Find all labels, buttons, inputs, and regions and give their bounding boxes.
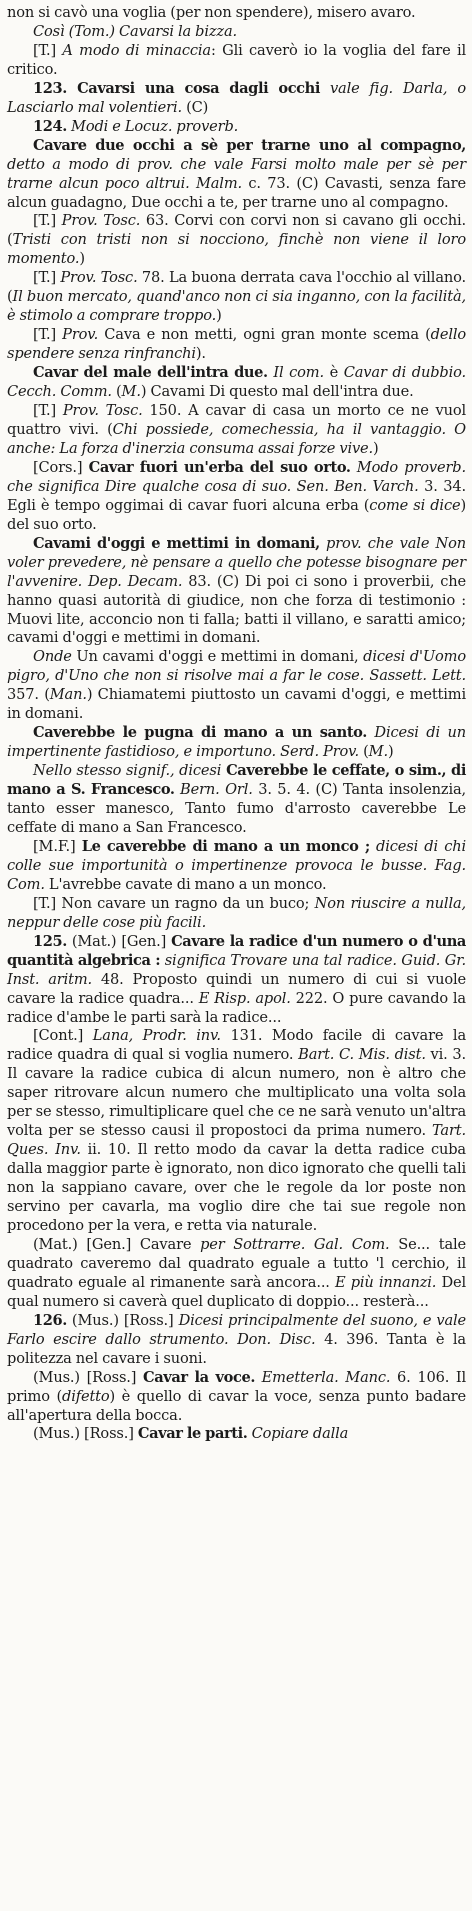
dictionary-paragraph xyxy=(7,933,466,1028)
dictionary-paragraph xyxy=(7,118,466,137)
italic-gloss: Lana, Prodr. inv. xyxy=(92,1027,221,1045)
body-text: ) xyxy=(216,307,222,325)
italic-gloss: Tart. Ques. Inv. xyxy=(7,1122,466,1159)
body-text: (Mat.) [Gen.] Cavare xyxy=(33,1235,201,1253)
italic-gloss: A modo di minaccia xyxy=(62,41,211,59)
body-text: 150. A cavar di casa un morto ce ne vuol quattro vivi. ( xyxy=(7,402,467,438)
dictionary-text-column xyxy=(7,4,466,1444)
body-text: ) xyxy=(79,250,85,268)
italic-gloss: Il com. xyxy=(267,364,324,382)
body-text: Se... tale quadrato caveremo dal quadrato eguale a tutto 'l cerchio, il quadrato eguale al rimanente sarà ancora... xyxy=(7,1235,467,1291)
body-text: non si cavò una voglia (per non spendere), misero avaro. xyxy=(7,4,416,21)
dictionary-paragraph xyxy=(7,4,466,23)
body-text: ) Cavami Di questo mal dell'intra due. xyxy=(140,383,414,401)
body-text: ) è quello di cavar la voce, senza punto badare all'apertura della bocca. xyxy=(7,1387,466,1424)
italic-gloss: Non riuscire a nulla, neppur delle cose più facili. xyxy=(7,894,466,931)
italic-gloss: Così (Tom.) Cavarsi la bizza. xyxy=(33,22,238,40)
body-text: ) Chiamatemi piuttosto un cavami d'oggi, e mettimi in domani. xyxy=(7,686,466,723)
headword-phrase: Cavare due occhi a sè per trarne uno al compagno, xyxy=(33,136,466,154)
italic-gloss: Nello stesso signif., dicesi xyxy=(33,762,222,780)
dictionary-paragraph xyxy=(7,895,466,933)
body-text: vi. 3. Il cavare la radice cubica di alcun numero, non è altro che saper ritrovare alcun numero che multiplicato una volta sola per se stesso, rimultiplicare quel che ce ne sarà venuto un'altra volta per se stesso causi il propostoci da prima numero. xyxy=(7,1046,466,1140)
italic-gloss: Prov. xyxy=(62,326,99,344)
italic-gloss: dello spendere senza rinfranchi xyxy=(7,326,466,363)
italic-gloss: Prov. Tosc. xyxy=(62,402,143,420)
italic-gloss: dicesi di chi colle sue importunità o impertinenze provoca le busse. Fag. Com. xyxy=(7,837,466,893)
body-text: [Cors.] xyxy=(33,458,89,476)
italic-gloss: difetto xyxy=(62,1387,110,1405)
italic-gloss: Dicesi di un impertinente fastidioso, e importuno. Serd. Prov. xyxy=(7,724,466,761)
dictionary-paragraph xyxy=(7,838,466,895)
headword-phrase: 124. xyxy=(33,117,67,135)
headword-phrase: Caverebbe le pugna di mano a un santo. xyxy=(33,724,367,742)
body-text: c. 73. (C) Cavasti, senza fare alcun guadagno, Due occhi a te, per trarne uno al compagno. xyxy=(7,174,466,211)
dictionary-paragraph xyxy=(7,459,466,535)
body-text: [T.] xyxy=(33,326,63,344)
body-text: L'avrebbe cavate di mano a un monco. xyxy=(44,875,327,893)
dictionary-paragraph xyxy=(7,137,466,213)
dictionary-paragraph xyxy=(7,269,466,326)
body-text: Del qual numero si caverà quel duplicato di doppio... resterà... xyxy=(7,1273,467,1310)
body-text: (Mat.) [Gen.] xyxy=(66,932,172,950)
body-text: : Gli caverò io la voglia del fare il critico. xyxy=(7,41,467,78)
dictionary-paragraph xyxy=(7,42,466,80)
body-text: Cava e non metti, ogni gran monte scema ( xyxy=(98,326,431,344)
body-text: (Mus.) [Ross.] xyxy=(33,1368,143,1386)
body-text: 6. 106. Il primo ( xyxy=(7,1368,466,1405)
dictionary-paragraph xyxy=(7,1236,466,1312)
body-text: ii. 10. Il retto modo da cavar la detta radice cuba dalla maggior parte è ignorato, non dico ignorato che quelli tali non la sappiano cavare, over che le regole da lor poste non servino per cavarla, ma voglio dire che tai sue regole non procedono per la vera, e retta via naturale. xyxy=(7,1141,466,1234)
body-text: ). xyxy=(195,345,206,363)
italic-gloss: come si dice xyxy=(369,496,461,514)
body-text: Un cavami d'oggi e mettimi in domani, xyxy=(71,648,364,666)
italic-gloss: M. xyxy=(121,383,141,401)
italic-gloss: Copiare dalla xyxy=(247,1425,349,1443)
headword-phrase: Cavar la voce. xyxy=(142,1368,256,1386)
headword-phrase: Cavar le parti. xyxy=(137,1425,248,1443)
body-text: 63. Corvi con corvi non si cavano gli occhi. ( xyxy=(7,212,467,249)
dictionary-paragraph xyxy=(7,1425,466,1444)
body-text: 222. O pure cavando la radice d'ambe le parti sarà la radice... xyxy=(7,989,466,1026)
italic-gloss: Prov. Tosc. xyxy=(60,269,138,287)
dictionary-paragraph xyxy=(7,535,466,649)
headword-phrase: Le caverebbe di mano a un monco ; xyxy=(81,837,370,855)
dictionary-paragraph xyxy=(7,364,466,402)
italic-gloss: Cavar di dubbio. Cecch. Comm. xyxy=(7,364,466,401)
headword-phrase: Cavar fuori un'erba del suo orto. xyxy=(88,458,351,476)
italic-gloss: Tristi con tristi non si nocciono, finchè non viene il loro momento. xyxy=(7,231,466,268)
italic-gloss: Chi possiede, comechessia, ha il vantaggio. O anche: La forza d'inerzia consuma assai forze vive. xyxy=(7,420,466,457)
italic-gloss: significa Trovare una tal radice. Guid. Gr. Inst. aritm. xyxy=(7,951,466,988)
body-text: [T.] xyxy=(33,269,61,287)
body-text: ( xyxy=(111,383,122,401)
dictionary-paragraph xyxy=(7,23,466,42)
italic-gloss: Il buon mercato, quand'anco non ci sia inganno, con la facilità, è stimolo a comprare troppo. xyxy=(7,288,466,325)
body-text: [T.] Non cavare un ragno da un buco; xyxy=(33,894,315,912)
dictionary-paragraph xyxy=(7,762,466,838)
body-text: è xyxy=(323,364,344,382)
headword-phrase: 123. Cavarsi una cosa dagli occhi xyxy=(33,79,321,97)
body-text: [T.] xyxy=(33,41,63,59)
italic-gloss: Modi e Locuz. proverb. xyxy=(66,117,239,135)
dictionary-paragraph xyxy=(7,80,466,118)
italic-gloss: dicesi d'Uomo pigro, d'Uno che non si risolve mai a far le cose. Sassett. Lett. xyxy=(7,648,466,685)
italic-gloss: detto a modo di prov. che vale Farsi molto male per sè per trarne alcun poco altrui. Malm. xyxy=(7,155,466,192)
italic-gloss: Modo proverb. che significa Dire qualche cosa di suo. Sen. Ben. Varch. xyxy=(7,458,466,495)
body-text: [T.] xyxy=(33,402,63,420)
italic-gloss: Prov. Tosc. xyxy=(61,212,141,230)
body-text: [M.F.] xyxy=(33,837,82,855)
body-text: (C) xyxy=(181,98,209,116)
italic-gloss: Man. xyxy=(49,686,87,704)
body-text: 48. Proposto quindi un numero di cui si vuole cavare la radice quadra... xyxy=(7,970,466,1007)
body-text: [Cont.] xyxy=(33,1027,93,1045)
body-text: (Mus.) [Ross.] xyxy=(33,1425,138,1443)
body-text: (Mus.) [Ross.] xyxy=(66,1311,179,1329)
body-text: [T.] xyxy=(33,212,62,230)
body-text: 131. Modo facile di cavare la radice quadra di qual si voglia numero. xyxy=(7,1027,467,1064)
body-text: 3. 34. Egli è tempo oggimai di cavar fuori alcuna erba ( xyxy=(7,477,466,514)
italic-gloss: M. xyxy=(368,743,388,761)
dictionary-paragraph xyxy=(7,648,466,724)
body-text: 357. ( xyxy=(7,686,50,704)
dictionary-paragraph xyxy=(7,212,466,269)
italic-gloss: per Sottrarre. Gal. Com. xyxy=(200,1235,390,1253)
body-text: ) xyxy=(387,743,394,761)
headword-phrase: Caverebbe le ceffate, o sim., di mano a S. Francesco. xyxy=(7,762,466,799)
italic-gloss: E Risp. apol. xyxy=(198,989,291,1007)
body-text: 4. 396. Tanta è la politezza nel cavare i suoni. xyxy=(7,1330,466,1367)
dictionary-paragraph xyxy=(7,326,466,364)
headword-phrase: 125. xyxy=(33,932,67,950)
italic-gloss: Dicesi principalmente del suono, e vale Farlo escire dallo strumento. Don. Disc. xyxy=(7,1311,466,1348)
headword-phrase: Cavami d'oggi e mettimi in domani, xyxy=(33,534,320,552)
italic-gloss: Bart. C. Mis. dist. xyxy=(298,1046,426,1064)
dictionary-paragraph xyxy=(7,1312,466,1369)
italic-gloss: Onde xyxy=(33,648,72,666)
headword-phrase: Cavare la radice d'un numero o d'una quantità algebrica : xyxy=(7,932,466,969)
dictionary-paragraph xyxy=(7,1027,466,1235)
italic-gloss: Bern. Orl. xyxy=(174,781,253,799)
body-text: 78. La buona derrata cava l'occhio al villano. ( xyxy=(7,269,466,306)
dictionary-paragraph xyxy=(7,724,466,762)
dictionary-paragraph xyxy=(7,1369,466,1426)
italic-gloss: vale fig. Darla, o Lasciarlo mal volentieri. xyxy=(7,79,466,116)
italic-gloss: Emetterla. Manc. xyxy=(255,1368,391,1386)
body-text: 3. 5. 4. (C) Tanta insolenzia, tanto esser manesco, Tanto fumo d'arrosto caverebbe Le ceffate di mano a San Francesco. xyxy=(7,781,467,836)
headword-phrase: Cavar del male dell'intra due. xyxy=(33,364,268,382)
italic-gloss: prov. che vale Non voler prevedere, nè pensare a quello che potesse bisognare per l'avvenire. Dep. Decam. xyxy=(7,534,466,590)
dictionary-paragraph xyxy=(7,402,466,459)
body-text: ) xyxy=(373,439,379,457)
body-text: ) del suo orto. xyxy=(7,496,466,533)
headword-phrase: 126. xyxy=(33,1311,67,1329)
italic-gloss: E più innanzi. xyxy=(335,1273,437,1291)
body-text: ( xyxy=(359,743,369,761)
body-text: 83. (C) Di poi ci sono i proverbii, che hanno quasi autorità di giudice, non che forza di testimonio : Muovi lite, acconcio non ti falla; batti il villano, e saratti amico; cavami d'oggi e mettimi in domani. xyxy=(7,572,466,647)
